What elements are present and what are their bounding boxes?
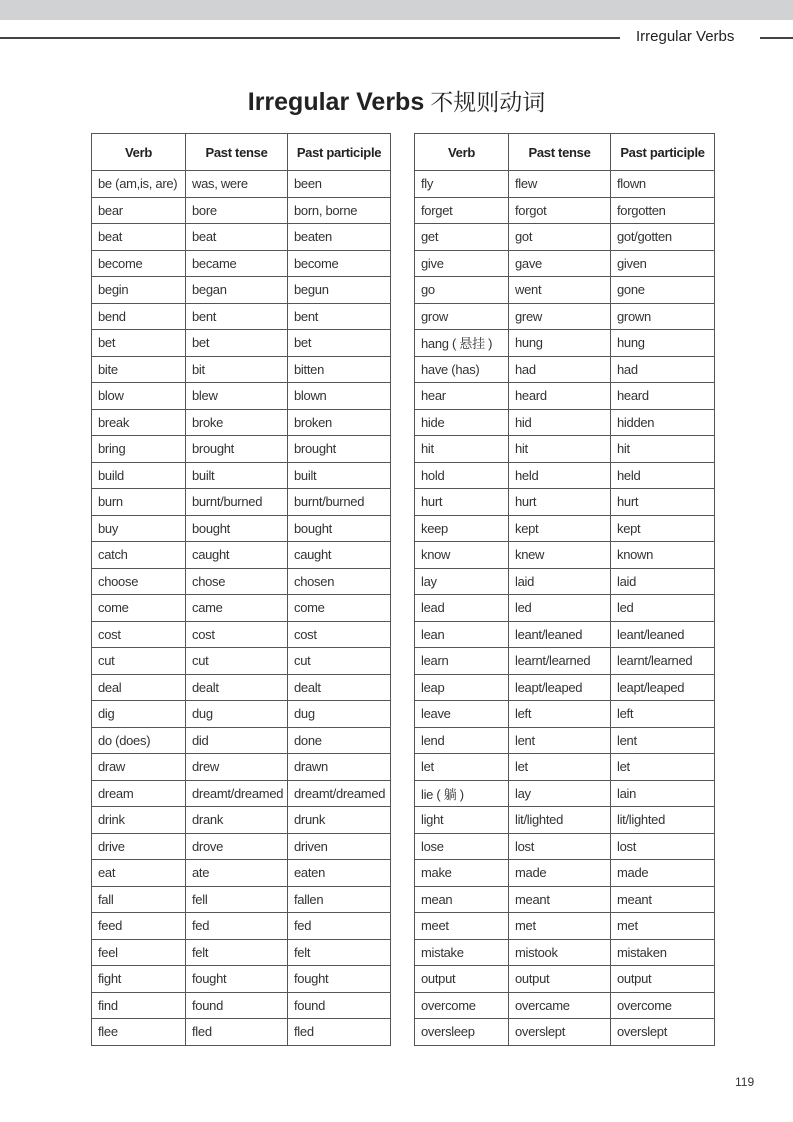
verb-cell: flee: [92, 1019, 186, 1046]
past-participle-cell: found: [288, 992, 391, 1019]
past-participle-cell: learnt/learned: [611, 648, 715, 675]
table-row: [415, 966, 715, 993]
past-tense-cell: leapt/leaped: [509, 674, 611, 701]
past-participle-cell: left: [611, 701, 715, 728]
past-participle-cell: born, borne: [288, 197, 391, 224]
past-participle-cell: leapt/leaped: [611, 674, 715, 701]
past-tense-cell: grew: [509, 303, 611, 330]
past-participle-cell: begun: [288, 277, 391, 304]
past-participle-cell: lain: [611, 780, 715, 807]
table-row: [415, 383, 715, 410]
verb-cell: lend: [415, 727, 509, 754]
title-cn: 不规则动词: [430, 89, 546, 115]
past-tense-cell: bit: [186, 356, 288, 383]
past-participle-cell: bought: [288, 515, 391, 542]
past-tense-cell: beat: [186, 224, 288, 251]
past-tense-cell: fell: [186, 886, 288, 913]
table-row: [415, 992, 715, 1019]
table-row: [92, 515, 391, 542]
past-tense-cell: fled: [186, 1019, 288, 1046]
past-tense-cell: drove: [186, 833, 288, 860]
past-tense-cell: ate: [186, 860, 288, 887]
running-title: Irregular Verbs: [636, 28, 735, 45]
verb-cell: dig: [92, 701, 186, 728]
verb-cell: keep: [415, 515, 509, 542]
col-past-tense: Past tense: [186, 134, 288, 171]
past-tense-cell: dug: [186, 701, 288, 728]
table-row: [415, 648, 715, 675]
verb-cell: build: [92, 462, 186, 489]
past-tense-cell: chose: [186, 568, 288, 595]
past-participle-cell: overcome: [611, 992, 715, 1019]
past-tense-cell: hung: [509, 330, 611, 357]
col-verb: Verb: [92, 134, 186, 171]
table-row: [92, 330, 391, 357]
header-rule: [0, 37, 620, 39]
table-row: [92, 780, 391, 807]
past-tense-cell: output: [509, 966, 611, 993]
past-participle-cell: lent: [611, 727, 715, 754]
table-row: [415, 886, 715, 913]
table-row: [415, 1019, 715, 1046]
table-row: [415, 197, 715, 224]
table-row: [92, 303, 391, 330]
table-row: [92, 409, 391, 436]
past-tense-cell: caught: [186, 542, 288, 569]
past-participle-cell: laid: [611, 568, 715, 595]
past-participle-cell: met: [611, 913, 715, 940]
verb-cell: cut: [92, 648, 186, 675]
past-tense-cell: lent: [509, 727, 611, 754]
verb-cell: catch: [92, 542, 186, 569]
table-row: [415, 833, 715, 860]
past-participle-cell: eaten: [288, 860, 391, 887]
table-row: [415, 171, 715, 198]
past-participle-cell: overslept: [611, 1019, 715, 1046]
table-row: [415, 621, 715, 648]
past-tense-cell: bought: [186, 515, 288, 542]
table-row: [415, 224, 715, 251]
verb-cell: forget: [415, 197, 509, 224]
past-tense-cell: dreamt/dreamed: [186, 780, 288, 807]
verb-cell: grow: [415, 303, 509, 330]
past-participle-cell: hit: [611, 436, 715, 463]
verb-cell: deal: [92, 674, 186, 701]
past-tense-cell: broke: [186, 409, 288, 436]
verb-cell: meet: [415, 913, 509, 940]
col-past-participle: Past participle: [288, 134, 391, 171]
col-past-tense: Past tense: [509, 134, 611, 171]
past-participle-cell: made: [611, 860, 715, 887]
top-bar: [0, 0, 793, 20]
table-row: [92, 171, 391, 198]
table-row: [92, 621, 391, 648]
table-row: [415, 807, 715, 834]
table-row: [415, 754, 715, 781]
past-participle-cell: built: [288, 462, 391, 489]
past-participle-cell: hurt: [611, 489, 715, 516]
header-rule-right: [760, 37, 793, 39]
verb-cell: feed: [92, 913, 186, 940]
past-tense-cell: knew: [509, 542, 611, 569]
verb-cell: be (am,is, are): [92, 171, 186, 198]
verb-cell: drink: [92, 807, 186, 834]
verb-cell: choose: [92, 568, 186, 595]
past-tense-cell: drew: [186, 754, 288, 781]
past-tense-cell: cut: [186, 648, 288, 675]
table-row: [92, 462, 391, 489]
past-participle-cell: bent: [288, 303, 391, 330]
past-participle-cell: flown: [611, 171, 715, 198]
table-row: [92, 860, 391, 887]
table-row: [92, 833, 391, 860]
past-tense-cell: flew: [509, 171, 611, 198]
table-row: [415, 674, 715, 701]
verb-cell: find: [92, 992, 186, 1019]
past-participle-cell: got/gotten: [611, 224, 715, 251]
table-row: [92, 754, 391, 781]
past-tense-cell: began: [186, 277, 288, 304]
past-tense-cell: bore: [186, 197, 288, 224]
verb-cell: have (has): [415, 356, 509, 383]
past-participle-cell: come: [288, 595, 391, 622]
table-row: [415, 436, 715, 463]
verb-cell: leave: [415, 701, 509, 728]
table-row: [92, 542, 391, 569]
table-row: [92, 1019, 391, 1046]
table-header-row: [92, 134, 391, 171]
table-row: [415, 780, 715, 807]
table-row: [92, 436, 391, 463]
past-participle-cell: held: [611, 462, 715, 489]
verb-cell: oversleep: [415, 1019, 509, 1046]
verb-cell: come: [92, 595, 186, 622]
verb-cell: hide: [415, 409, 509, 436]
table-row: [415, 568, 715, 595]
past-participle-cell: dreamt/dreamed: [288, 780, 391, 807]
table-row: [92, 992, 391, 1019]
past-participle-cell: cost: [288, 621, 391, 648]
table-row: [92, 224, 391, 251]
table-row: [92, 250, 391, 277]
past-tense-cell: overslept: [509, 1019, 611, 1046]
verb-cell: make: [415, 860, 509, 887]
table-row: [415, 303, 715, 330]
past-tense-cell: hurt: [509, 489, 611, 516]
past-tense-cell: became: [186, 250, 288, 277]
past-participle-cell: let: [611, 754, 715, 781]
past-tense-cell: felt: [186, 939, 288, 966]
past-tense-cell: kept: [509, 515, 611, 542]
past-tense-cell: fought: [186, 966, 288, 993]
verb-cell: lead: [415, 595, 509, 622]
past-tense-cell: had: [509, 356, 611, 383]
past-participle-cell: given: [611, 250, 715, 277]
col-past-participle: Past participle: [611, 134, 715, 171]
past-tense-cell: held: [509, 462, 611, 489]
past-tense-cell: forgot: [509, 197, 611, 224]
verb-cell: overcome: [415, 992, 509, 1019]
past-tense-cell: bet: [186, 330, 288, 357]
verb-cell: hear: [415, 383, 509, 410]
verb-cell: bend: [92, 303, 186, 330]
past-tense-cell: brought: [186, 436, 288, 463]
table-row: [92, 913, 391, 940]
verb-cell: lean: [415, 621, 509, 648]
past-tense-cell: bent: [186, 303, 288, 330]
past-participle-cell: dug: [288, 701, 391, 728]
verb-cell: fight: [92, 966, 186, 993]
verb-cell: burn: [92, 489, 186, 516]
past-participle-cell: fled: [288, 1019, 391, 1046]
past-participle-cell: been: [288, 171, 391, 198]
past-participle-cell: dealt: [288, 674, 391, 701]
verb-cell: light: [415, 807, 509, 834]
past-participle-cell: forgotten: [611, 197, 715, 224]
table-row: [415, 515, 715, 542]
table-row: [415, 939, 715, 966]
past-participle-cell: leant/leaned: [611, 621, 715, 648]
verb-cell: bear: [92, 197, 186, 224]
verb-cell: get: [415, 224, 509, 251]
table-row: [415, 409, 715, 436]
past-participle-cell: driven: [288, 833, 391, 860]
past-participle-cell: hidden: [611, 409, 715, 436]
verb-cell: hold: [415, 462, 509, 489]
table-row: [92, 886, 391, 913]
past-tense-cell: was, were: [186, 171, 288, 198]
past-participle-cell: output: [611, 966, 715, 993]
verb-cell: mean: [415, 886, 509, 913]
verb-cell: draw: [92, 754, 186, 781]
past-participle-cell: broken: [288, 409, 391, 436]
table-row: [92, 939, 391, 966]
verb-cell: break: [92, 409, 186, 436]
past-tense-cell: learnt/learned: [509, 648, 611, 675]
verbs-table-right: [414, 133, 715, 1046]
past-tense-cell: made: [509, 860, 611, 887]
past-participle-cell: felt: [288, 939, 391, 966]
table-row: [92, 807, 391, 834]
past-tense-cell: dealt: [186, 674, 288, 701]
verb-cell: do (does): [92, 727, 186, 754]
table-row: [92, 674, 391, 701]
verb-cell: lose: [415, 833, 509, 860]
past-tense-cell: burnt/burned: [186, 489, 288, 516]
past-participle-cell: grown: [611, 303, 715, 330]
past-participle-cell: gone: [611, 277, 715, 304]
table-row: [415, 462, 715, 489]
verb-cell: feel: [92, 939, 186, 966]
past-participle-cell: cut: [288, 648, 391, 675]
verb-cell: hurt: [415, 489, 509, 516]
past-tense-cell: overcame: [509, 992, 611, 1019]
past-participle-cell: meant: [611, 886, 715, 913]
verb-cell: go: [415, 277, 509, 304]
table-row: [415, 250, 715, 277]
past-participle-cell: fought: [288, 966, 391, 993]
table-row: [415, 913, 715, 940]
past-participle-cell: caught: [288, 542, 391, 569]
table-row: [415, 277, 715, 304]
past-participle-cell: drawn: [288, 754, 391, 781]
verb-cell: become: [92, 250, 186, 277]
table-row: [92, 568, 391, 595]
past-tense-cell: laid: [509, 568, 611, 595]
verb-cell: give: [415, 250, 509, 277]
past-participle-cell: done: [288, 727, 391, 754]
table-row: [92, 356, 391, 383]
verb-cell: blow: [92, 383, 186, 410]
verb-cell: mistake: [415, 939, 509, 966]
past-tense-cell: did: [186, 727, 288, 754]
table-row: [415, 356, 715, 383]
table-row: [92, 966, 391, 993]
past-participle-cell: burnt/burned: [288, 489, 391, 516]
past-participle-cell: hung: [611, 330, 715, 357]
past-tense-cell: fed: [186, 913, 288, 940]
past-tense-cell: got: [509, 224, 611, 251]
verb-cell: leap: [415, 674, 509, 701]
verb-cell: eat: [92, 860, 186, 887]
past-participle-cell: drunk: [288, 807, 391, 834]
past-participle-cell: beaten: [288, 224, 391, 251]
past-tense-cell: let: [509, 754, 611, 781]
table-row: [415, 860, 715, 887]
table-row: [92, 595, 391, 622]
verb-cell: hang ( 悬挂 ): [415, 330, 509, 357]
col-verb: Verb: [415, 134, 509, 171]
past-tense-cell: lay: [509, 780, 611, 807]
verb-cell: drive: [92, 833, 186, 860]
past-participle-cell: chosen: [288, 568, 391, 595]
past-participle-cell: bet: [288, 330, 391, 357]
table-row: [92, 727, 391, 754]
verb-cell: bite: [92, 356, 186, 383]
past-tense-cell: lost: [509, 833, 611, 860]
verb-cell: let: [415, 754, 509, 781]
past-tense-cell: led: [509, 595, 611, 622]
table-header-row: [415, 134, 715, 171]
title-en: Irregular Verbs: [247, 88, 425, 116]
table-row: [92, 277, 391, 304]
past-tense-cell: drank: [186, 807, 288, 834]
past-participle-cell: heard: [611, 383, 715, 410]
past-participle-cell: lost: [611, 833, 715, 860]
past-tense-cell: lit/lighted: [509, 807, 611, 834]
past-participle-cell: kept: [611, 515, 715, 542]
past-tense-cell: hit: [509, 436, 611, 463]
past-tense-cell: met: [509, 913, 611, 940]
table-row: [92, 648, 391, 675]
verb-cell: output: [415, 966, 509, 993]
past-tense-cell: meant: [509, 886, 611, 913]
table-row: [92, 489, 391, 516]
verb-cell: lie ( 躺 ): [415, 780, 509, 807]
past-participle-cell: known: [611, 542, 715, 569]
page-title: [0, 84, 793, 117]
past-participle-cell: fallen: [288, 886, 391, 913]
verb-cell: buy: [92, 515, 186, 542]
past-participle-cell: had: [611, 356, 715, 383]
past-tense-cell: gave: [509, 250, 611, 277]
page-number: 119: [735, 1075, 755, 1089]
past-participle-cell: lit/lighted: [611, 807, 715, 834]
past-participle-cell: bitten: [288, 356, 391, 383]
table-row: [415, 701, 715, 728]
past-tense-cell: cost: [186, 621, 288, 648]
verb-cell: fall: [92, 886, 186, 913]
past-tense-cell: came: [186, 595, 288, 622]
verb-cell: cost: [92, 621, 186, 648]
past-tense-cell: hid: [509, 409, 611, 436]
past-tense-cell: built: [186, 462, 288, 489]
past-tense-cell: left: [509, 701, 611, 728]
verb-cell: begin: [92, 277, 186, 304]
verb-cell: lay: [415, 568, 509, 595]
verbs-table-left: [91, 133, 391, 1046]
verb-cell: fly: [415, 171, 509, 198]
table-row: [415, 595, 715, 622]
table-row: [92, 383, 391, 410]
past-participle-cell: fed: [288, 913, 391, 940]
table-row: [415, 727, 715, 754]
table-row: [92, 197, 391, 224]
past-tense-cell: blew: [186, 383, 288, 410]
past-tense-cell: found: [186, 992, 288, 1019]
verb-cell: learn: [415, 648, 509, 675]
verb-cell: dream: [92, 780, 186, 807]
table-row: [92, 701, 391, 728]
table-row: [415, 330, 715, 357]
past-participle-cell: brought: [288, 436, 391, 463]
verb-cell: bet: [92, 330, 186, 357]
past-tense-cell: went: [509, 277, 611, 304]
table-row: [415, 489, 715, 516]
past-tense-cell: leant/leaned: [509, 621, 611, 648]
past-tense-cell: heard: [509, 383, 611, 410]
table-row: [415, 542, 715, 569]
verb-cell: hit: [415, 436, 509, 463]
past-participle-cell: mistaken: [611, 939, 715, 966]
past-participle-cell: led: [611, 595, 715, 622]
verb-cell: know: [415, 542, 509, 569]
verb-cell: bring: [92, 436, 186, 463]
verb-cell: beat: [92, 224, 186, 251]
past-participle-cell: blown: [288, 383, 391, 410]
past-tense-cell: mistook: [509, 939, 611, 966]
past-participle-cell: become: [288, 250, 391, 277]
